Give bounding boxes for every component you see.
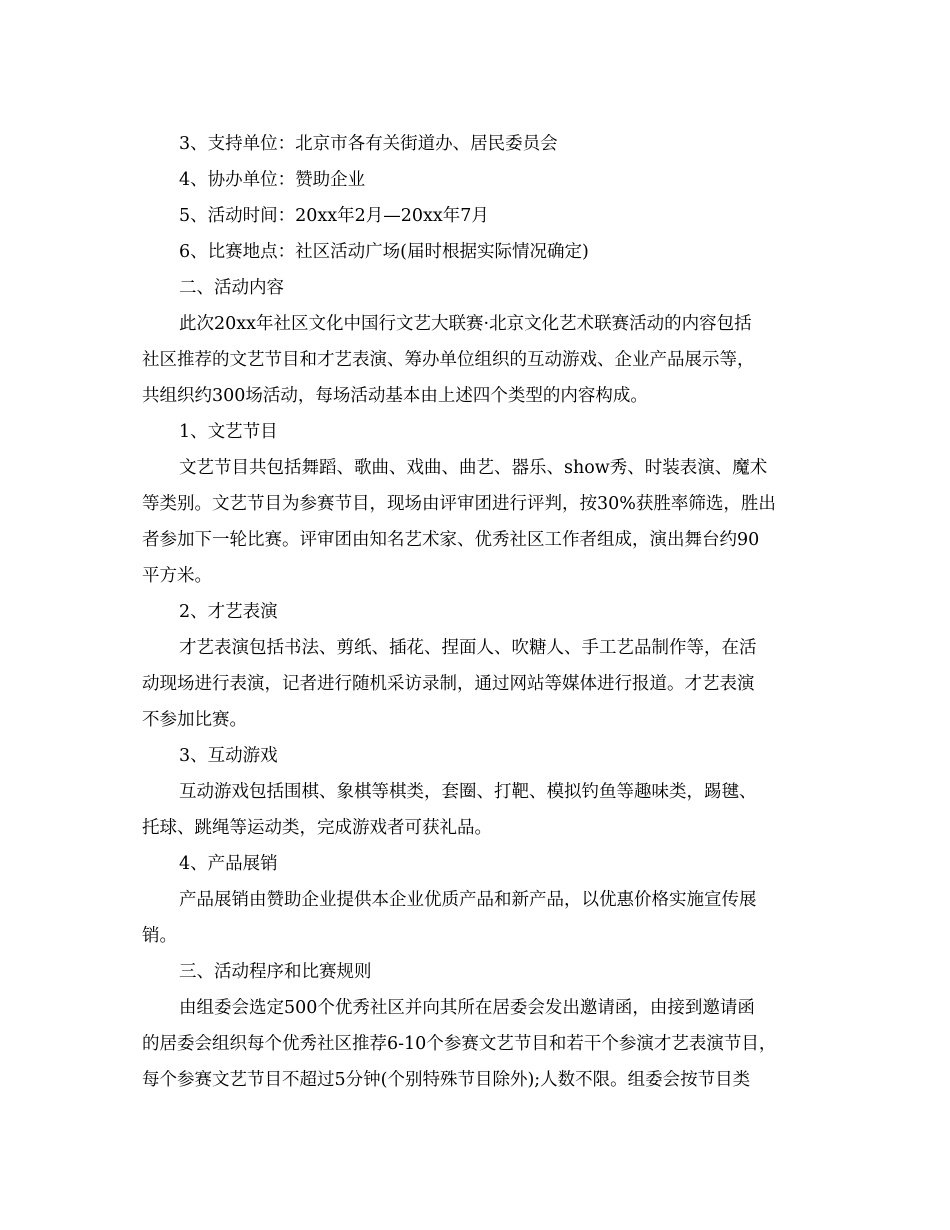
text-line: 4、产品展销 (179, 854, 278, 874)
text-line: 不参加比赛。 (142, 710, 247, 730)
text-line: 托球、跳绳等运动类，完成游戏者可获礼品。 (142, 818, 492, 838)
text-line: 1、文艺节目 (179, 422, 278, 442)
text-line: 此次20xx年社区文化中国行文艺大联赛·北京文化艺术联赛活动的内容包括 (179, 314, 752, 334)
text-line: 互动游戏包括围棋、象棋等棋类，套圈、打靶、模拟钓鱼等趣味类，踢毽、 (179, 782, 757, 802)
text-line: 5、活动时间：20xx年2月—20xx年7月 (179, 206, 489, 226)
text-line: 4、协办单位：赞助企业 (179, 170, 366, 190)
text-line: 等类别。文艺节目为参赛节目，现场由评审团进行评判，按30%获胜率筛选，胜出 (142, 494, 776, 514)
text-line: 6、比赛地点：社区活动广场(届时根据实际情况确定) (179, 242, 589, 262)
text-line: 由组委会选定500个优秀社区并向其所在居委会发出邀请函，由接到邀请函 (179, 998, 755, 1018)
text-line: 文艺节目共包括舞蹈、歌曲、戏曲、曲艺、器乐、show秀、时装表演、魔术 (179, 458, 768, 478)
text-line: 动现场进行表演，记者进行随机采访录制，通过网站等媒体进行报道。才艺表演 (142, 674, 755, 694)
text-line: 三、活动程序和比赛规则 (179, 962, 372, 982)
text-line: 者参加下一轮比赛。评审团由知名艺术家、优秀社区工作者组成，演出舞台约90 (142, 530, 760, 550)
text-line: 平方米。 (142, 566, 212, 586)
document-body (142, 126, 810, 1098)
text-line: 产品展销由赞助企业提供本企业优质产品和新产品，以优惠价格实施宣传展 (179, 890, 757, 910)
text-line: 才艺表演包括书法、剪纸、插花、捏面人、吹糖人、手工艺品制作等，在活 (179, 638, 757, 658)
text-line: 的居委会组织每个优秀社区推荐6-10个参赛文艺节目和若干个参演才艺表演节目， (142, 1034, 777, 1054)
text-line: 2、才艺表演 (179, 602, 278, 622)
text-line: 销。 (142, 926, 177, 946)
text-line: 社区推荐的文艺节目和才艺表演、筹办单位组织的互动游戏、企业产品展示等， (142, 350, 755, 370)
text-line: 3、互动游戏 (179, 746, 278, 766)
text-line: 二、活动内容 (179, 278, 284, 298)
text-line: 3、支持单位：北京市各有关街道办、居民委员会 (179, 134, 558, 154)
text-line: 每个参赛文艺节目不超过5分钟(个别特殊节目除外);人数不限。组委会按节目类 (142, 1070, 751, 1090)
text-line: 共组织约300场活动，每场活动基本由上述四个类型的内容构成。 (142, 386, 648, 406)
